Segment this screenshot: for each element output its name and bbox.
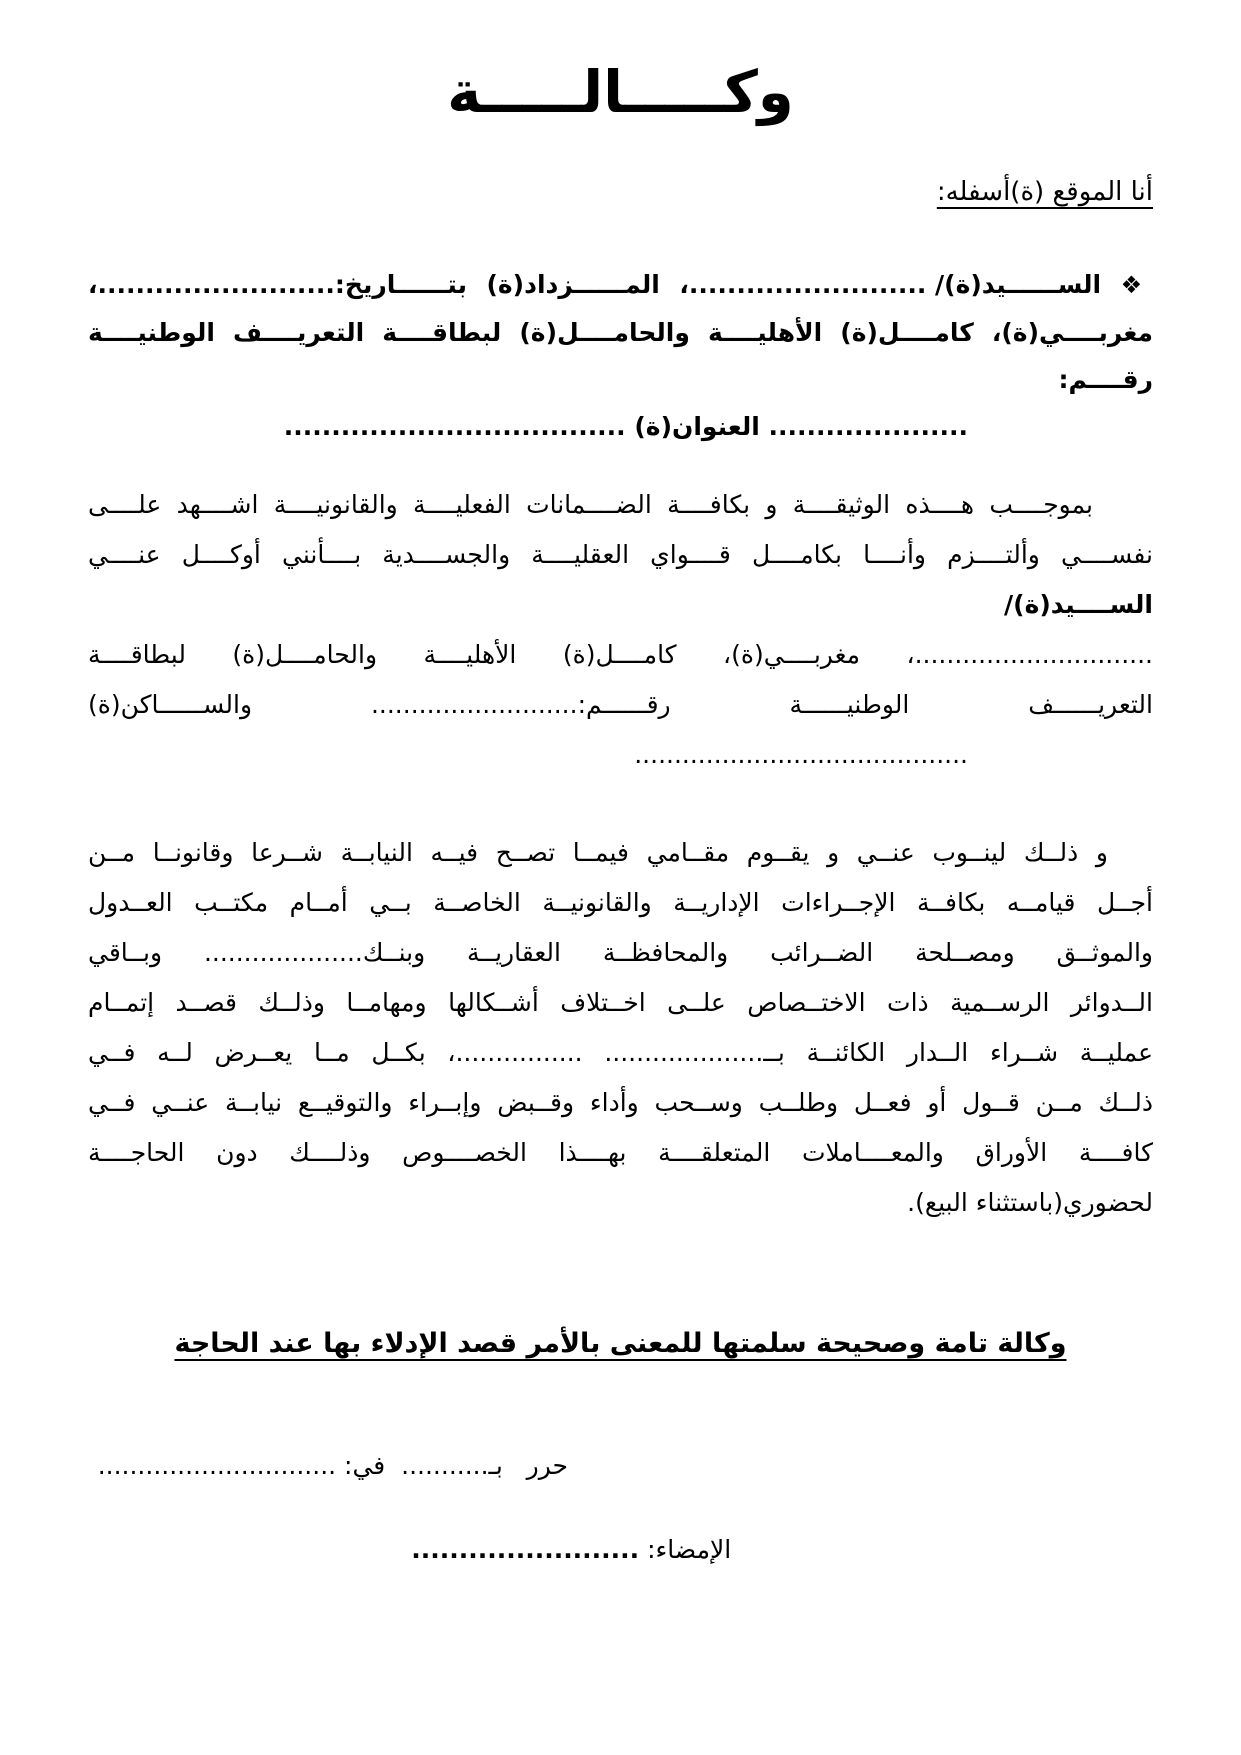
powers-line-2: أجــل قيامــه بكافــة الإجــراءات الإداريــة والقانونيــة الخاصــة بــي أمــام مكتــب العــدول (88, 888, 1153, 918)
declaration-line-1: بموجــــب هــــذه الوثيقــــة و بكافــــة الضــــمانات الفعليــــة والقانونيــــة اشــــهد علــــى (88, 490, 1093, 520)
agent-address-dots-line: .......................................... (634, 740, 968, 770)
powers-paragraph (88, 828, 1153, 1228)
powers-line-6: ذلــك مــن قــول أو فعــل وطلــب وســحب وأداء وقــبض وإبــراء والتوقيــع نيابــة عنــي فــي (88, 1088, 1153, 1118)
declaration-paragraph (88, 480, 1153, 780)
signature-dots: ........................ (411, 1535, 640, 1565)
principal-line-1 (88, 261, 1153, 309)
powers-line-3: والموثــق ومصــلحة الضــرائب والمحافظــة العقاريــة وبنــك.................... وبــاقي (88, 938, 1153, 968)
powers-line-4: الــدوائر الرســمية ذات الاختــصاص علــى اخــتلاف أشــكالها ومهامــا وذلــك قصــد إتمــام (88, 988, 1153, 1018)
signature-label: الإمضاء: (639, 1535, 732, 1565)
signer-intro-line (88, 177, 1153, 207)
powers-closing-line: لحضوري(باستثناء البيع). (907, 1188, 1153, 1218)
validity-statement-line (88, 1328, 1153, 1359)
diamond-bullet-icon: ❖ (1120, 271, 1154, 300)
declaration-line-3: ..............................، مغربــــي(ة)، كامــــل(ة) الأهليــــة والحامــــل(ة) لبطاقــــة (88, 640, 1153, 670)
signature-line (88, 1506, 763, 1593)
declaration-line-2 (88, 530, 1153, 630)
powers-line-1: و ذلــك لينــوب عنــي و يقــوم مقــامي فيمــا تصــح فيــه النيابــة شــرعا وقانونــا مــن (88, 838, 1108, 868)
document-title: وكـــــالـــــة (447, 58, 794, 126)
powers-line-7: كافــــة الأوراق والمعــــاملات المتعلقــــة بهــــذا الخصــــوص وذلــــك دون الحاجــــة (88, 1138, 1153, 1168)
powers-line-5: عمليــة شــراء الــدار الكائنــة بــ.................... ................، بكــل مــا يعــرض لــه فــي (88, 1038, 1153, 1068)
principal-address-line: ..................... العنوان(ة) .................................... (283, 412, 968, 442)
issued-at-line: حرر بـ........... في: .............................. (97, 1451, 568, 1481)
principal-line-2: مغربــــي(ة)، كامــــل(ة) الأهليــــة والحامــــل(ة) لبطاقــــة التعريــــف الوطنيــــة رقــــم: (88, 318, 1153, 395)
validity-statement: وكالة تامة وصحيحة سلمتها للمعنى بالأمر قصد الإدلاء بها عند الحاجة (174, 1328, 1067, 1360)
declaration-line-4: التعريــــــف الوطنيــــــة رقــــــم:.......................... والســــــاكن(ة) (88, 690, 1153, 720)
agent-title-label: الســــيد(ة)/ (1004, 590, 1153, 620)
principal-name-birth-text: الســــــيد(ة)/ .........................، المــــــزداد(ة) بتــــــاريخ:.........................، (88, 270, 1102, 300)
signer-intro-label: أنا الموقع (ة)أسفله: (936, 177, 1153, 208)
principal-identity-paragraph (88, 261, 1153, 450)
declaration-line-2-text: نفســــي وألتــــزم وأنــــا بكامــــل قــــواي العقليــــة والجســــدية بــــأنني أوكــــل عنــــي (88, 540, 1153, 570)
